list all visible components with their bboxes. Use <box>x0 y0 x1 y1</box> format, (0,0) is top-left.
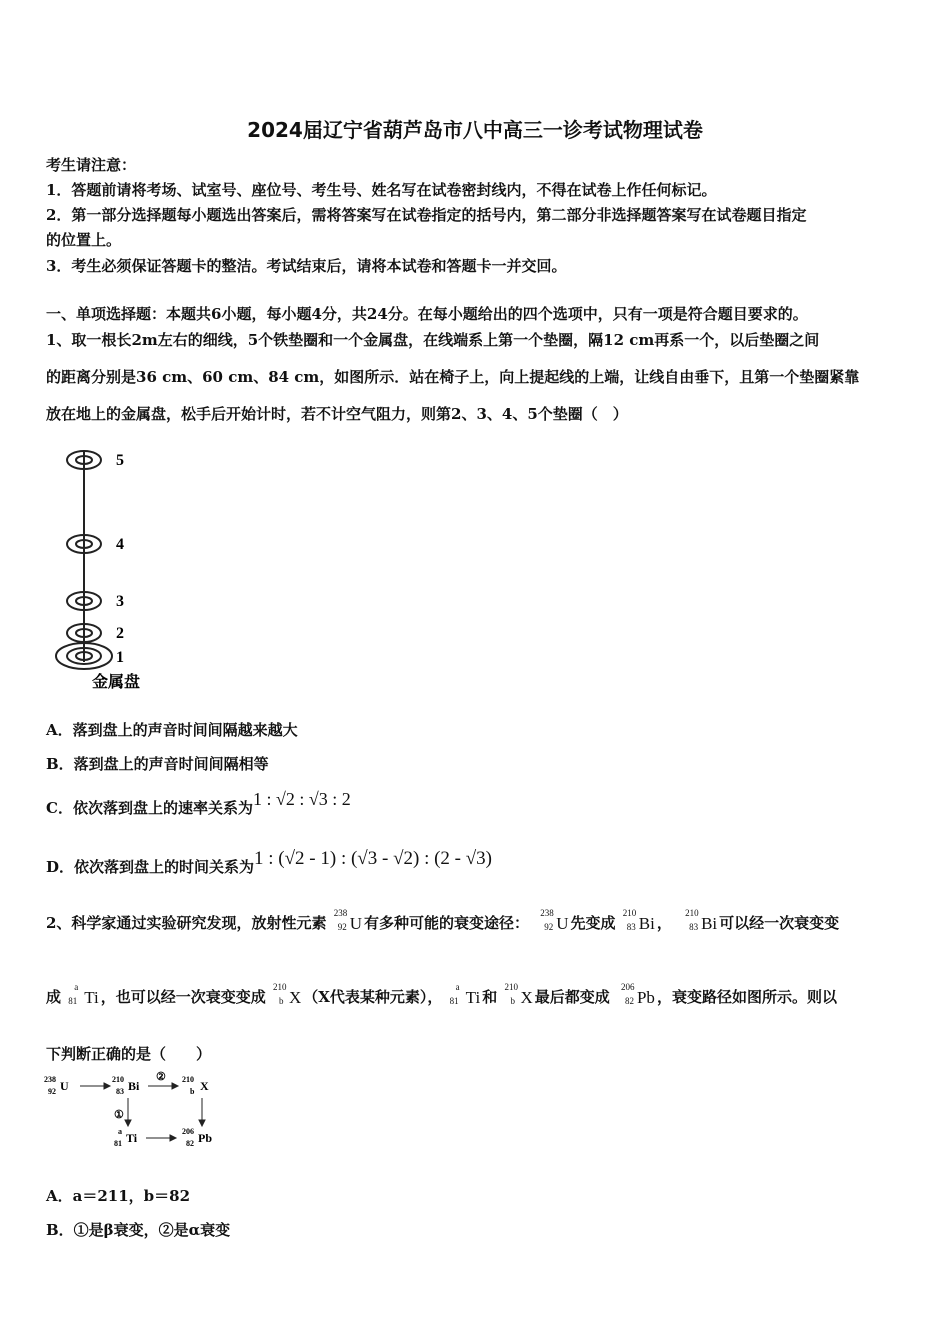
svg-text:83: 83 <box>116 1087 124 1096</box>
q1-line-2: 的距离分别是36 cm、60 cm、84 cm，如图所示．站在椅子上，向上提起线的上端，让线自由垂下，且第一个垫圈紧靠 <box>46 368 860 386</box>
diagram-bi: Bi <box>128 1079 140 1093</box>
svg-text:82: 82 <box>186 1139 194 1148</box>
svg-text:238: 238 <box>44 1075 56 1084</box>
nuclide-u238-b: 238 92 U <box>540 908 569 933</box>
nuclide-ti: a 81 Ti <box>68 982 99 1007</box>
q2-line-1: 2、科学家通过实验研究发现，放射性元素 238 92 U 有多种可能的衰变途径： 238 92 U 先变成 210 83 Bi ， 210 83 Bi 可以经一次衰变变 <box>46 908 840 933</box>
q1-option-d <box>46 848 493 878</box>
notice-heading: 考生请注意： <box>46 156 137 174</box>
plate-label: 金属盘 <box>92 674 141 691</box>
nuclide-ti-b: a 81 Ti <box>449 982 481 1007</box>
q1-option-b: B．落到盘上的声音时间间隔相等 <box>46 755 269 773</box>
washer-figure <box>48 440 168 695</box>
label-1: 1 <box>116 649 124 666</box>
nuclide-bi210-b: 210 83 Bi <box>685 908 718 933</box>
notice-item-2: 2．第一部分选择题每小题选出答案后，需将答案写在试卷指定的括号内，第二部分非选择题答案写在试卷题目指定 <box>46 206 807 224</box>
label-3: 3 <box>116 593 124 610</box>
q2-line-3: 下判断正确的是（ ） <box>46 1045 212 1063</box>
q1-option-a: A．落到盘上的声音时间间隔越来越大 <box>46 721 298 739</box>
svg-text:b: b <box>190 1087 195 1096</box>
nuclide-x-b: 210 b X <box>504 982 533 1007</box>
nuclide-u238: 238 92 U <box>333 908 362 933</box>
diagram-x: X <box>200 1079 209 1093</box>
q2-line-2: 成 a 81 Ti ，也可以经一次衰变变成 210 b X （X代表某种元素）， a 81 Ti 和 210 b X 最后都变成 206 82 Pb ，衰变路径如图所示。则以 <box>46 982 837 1007</box>
nuclide-x: 210 b X <box>273 982 302 1007</box>
diagram-ti: Ti <box>126 1131 138 1145</box>
q1-option-c-text: C．依次落到盘上的速率关系为 <box>46 799 253 817</box>
diagram-u: U <box>60 1079 69 1093</box>
svg-text:210: 210 <box>182 1075 194 1084</box>
step-1-label: ① <box>114 1109 124 1121</box>
notice-item-2-cont: 的位置上。 <box>46 231 122 249</box>
q1-line-1: 1、取一根长2m左右的细线，5个铁垫圈和一个金属盘，在线端系上第一个垫圈，隔12 cm再系一个，以后垫圈之间 <box>46 331 820 349</box>
notice-item-3: 3．考生必须保证答题卡的整洁。考试结束后，请将本试卷和答题卡一并交回。 <box>46 257 567 275</box>
q1-line-3: 放在地上的金属盘，松手后开始计时，若不计空气阻力，则第2、3、4、5个垫圈（ ） <box>46 405 628 423</box>
section-heading: 一、单项选择题：本题共6小题，每小题4分，共24分。在每小题给出的四个选项中，只有一项是符合题目要求的。 <box>46 305 808 323</box>
svg-text:210: 210 <box>112 1075 124 1084</box>
label-5: 5 <box>116 452 124 469</box>
nuclide-bi210: 210 83 Bi <box>622 908 655 933</box>
nuclide-pb206: 206 82 Pb <box>620 982 655 1007</box>
q2-option-b: B．①是β衰变，②是α衰变 <box>46 1221 231 1239</box>
notice-item-1: 1．答题前请将考场、试室号、座位号、考生号、姓名写在试卷密封线内，不得在试卷上作任何标记。 <box>46 181 717 199</box>
page-title: 2024届辽宁省葫芦岛市八中高三一诊考试物理试卷 <box>247 118 703 142</box>
diagram-pb: Pb <box>198 1131 213 1145</box>
svg-text:206: 206 <box>182 1127 194 1136</box>
q1-option-d-math: 1 : (√2 - 1) : (√3 - √2) : (2 - √3) <box>254 848 493 869</box>
q1-option-d-text: D．依次落到盘上的时间关系为 <box>46 858 255 876</box>
svg-text:81: 81 <box>114 1139 122 1148</box>
q1-option-c <box>46 789 351 818</box>
label-2: 2 <box>116 625 124 642</box>
label-4: 4 <box>116 536 124 553</box>
q2-option-a: A．a＝211，b＝82 <box>46 1187 191 1205</box>
decay-diagram <box>44 1070 234 1155</box>
svg-text:92: 92 <box>48 1087 56 1096</box>
step-2-label: ② <box>156 1071 166 1083</box>
svg-text:a: a <box>118 1127 122 1136</box>
q1-option-c-math: 1 : √2 : √3 : 2 <box>252 789 351 809</box>
